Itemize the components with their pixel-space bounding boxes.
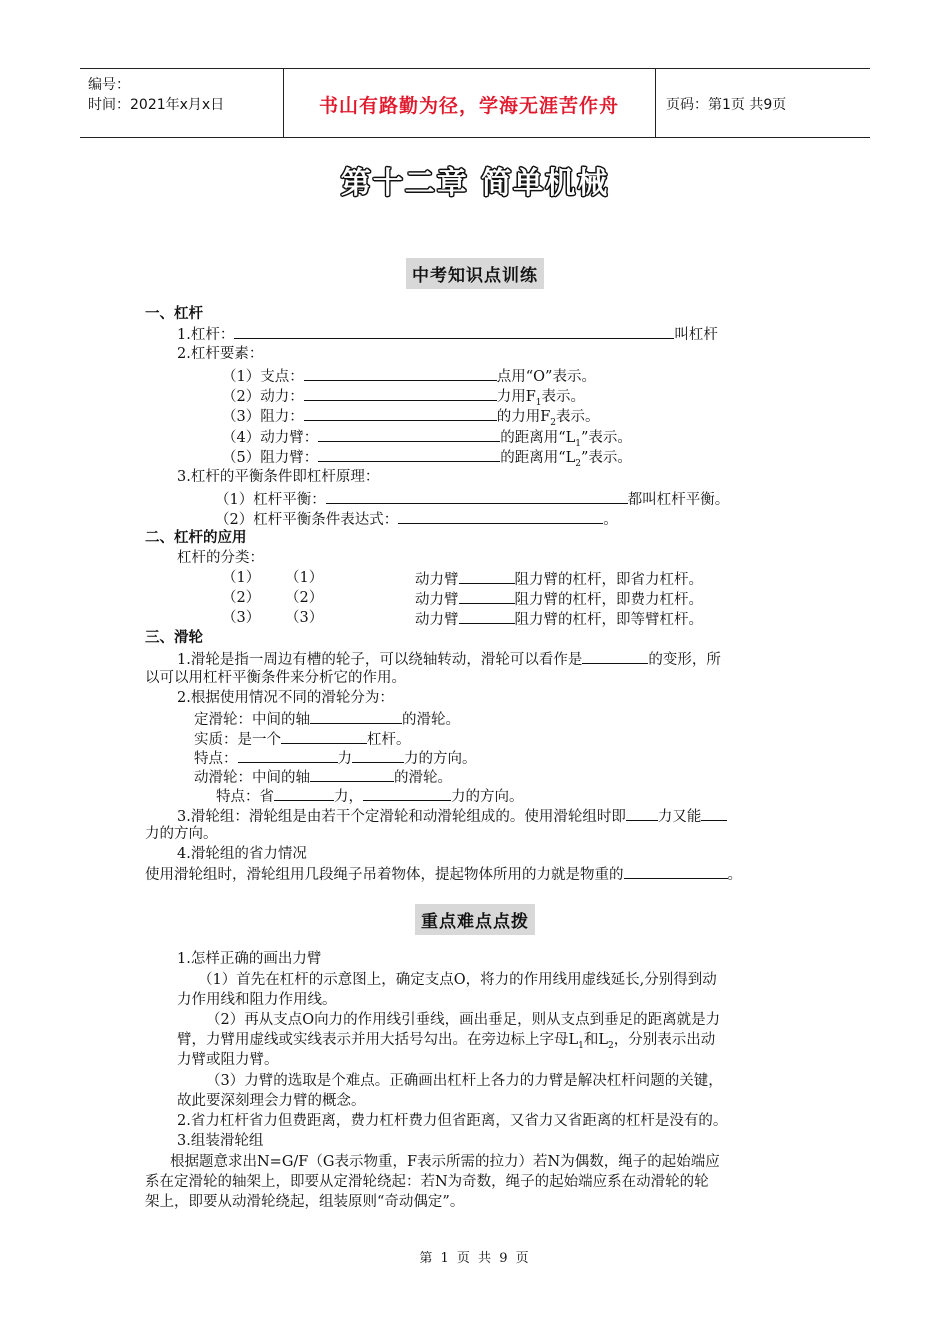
answer-blank[interactable] xyxy=(304,405,497,421)
answer-blank[interactable] xyxy=(352,747,404,763)
header-meta xyxy=(88,75,224,115)
answer-blank[interactable] xyxy=(326,488,628,504)
answer-blank[interactable] xyxy=(281,728,367,744)
lever-balance-def: （1）杠杆平衡： 都叫杠杆平衡。 xyxy=(215,488,729,510)
pulley-force: 4.滑轮组的省力情况 xyxy=(177,846,307,862)
header-divider xyxy=(655,69,656,137)
lever-load-arm: （5）阻力臂： 的距离用“$L_2$”表示。 xyxy=(222,446,632,474)
chapter-title: 第十二章 简单机械 xyxy=(340,166,610,201)
tip-1b: （2）再从支点O向力的作用线引垂线，画出垂足，则从支点到垂足的距离就是力 xyxy=(206,1012,721,1028)
pulley-p1-cont: 以可以用杠杆平衡条件来分析它的作用。 xyxy=(145,670,406,686)
heading-pulley: 三、滑轮 xyxy=(145,630,203,646)
heading-lever: 一、杠杆 xyxy=(145,306,203,322)
tip-1b-cont: 臂，力臂用虚线或实线表示并用大括号勾出。在旁边标上字母$L_1$和$L_2$，分别表示出动 xyxy=(177,1032,716,1051)
lever-load: （3）阻力： 的力用$F_2$表示。 xyxy=(222,405,600,433)
movable-pulley: 动滑轮：中间的轴 的滑轮。 xyxy=(194,766,452,788)
heading-application: 二、杠杆的应用 xyxy=(145,530,247,546)
page-footer: 第 1 页 共 9 页 xyxy=(419,1251,531,1266)
answer-blank[interactable] xyxy=(238,747,338,763)
tip-1a-cont: 力作用线和阻力作用线。 xyxy=(177,992,337,1008)
tip-2: 2.省力杠杆省力但费距离，费力杠杆费力但省距离，又省力又省距离的杠杆是没有的。 xyxy=(177,1113,728,1129)
answer-blank[interactable] xyxy=(310,708,402,724)
answer-blank[interactable] xyxy=(310,766,394,782)
lever-classification: 杠杆的分类： xyxy=(177,550,264,566)
tip-1: 1.怎样正确的画出力臂 xyxy=(177,951,322,967)
header-motto: 书山有路勤为径，学海无涯苦作舟 xyxy=(318,95,619,117)
answer-blank[interactable] xyxy=(363,785,451,801)
section-title-key-points: 重点难点点拨 xyxy=(0,904,950,935)
lever-effort: （2）动力： 力用$F_1$表示。 xyxy=(222,385,585,413)
time-label: 时间：2021年x月x日 xyxy=(88,97,225,113)
answer-blank[interactable] xyxy=(234,323,674,339)
page-header xyxy=(80,68,870,138)
section-title-training: 中考知识点训练 xyxy=(0,258,950,289)
header-page: 页码：第1页 共9页 xyxy=(666,97,787,113)
tip-3-text: 架上，即要从动滑轮绕起，组装原则“奇动偶定”。 xyxy=(145,1194,465,1210)
number-label: 编号： xyxy=(88,77,130,93)
tip-3-text: 根据题意求出N=G/F（G表示物重，F表示所需的拉力）若N为偶数，绳子的起始端应 xyxy=(170,1154,720,1170)
answer-blank[interactable] xyxy=(701,805,727,821)
tip-1c: （3）力臂的选取是个难点。正确画出杠杆上各力的力臂是解决杠杆问题的关键， xyxy=(206,1073,723,1089)
lever-effort-arm: （4）动力臂： 的距离用“$L_1$”表示。 xyxy=(222,426,632,454)
tip-1c-cont: 故此要深刻理会力臂的概念。 xyxy=(177,1093,366,1109)
lever-balance: 3.杠杆的平衡条件即杠杆原理： xyxy=(177,469,380,485)
pulley-block-cont: 力的方向。 xyxy=(145,826,218,842)
pulley-force-text: 使用滑轮组时，滑轮组用几段绳子吊着物体，提起物体所用的力就是物重的 。 xyxy=(145,863,742,885)
tip-1a: （1）首先在杠杆的示意图上，确定支点O，将力的作用线用虚线延长,分别得到动 xyxy=(198,972,717,988)
answer-blank[interactable] xyxy=(624,863,728,879)
lever-elements: 2.杠杆要素： xyxy=(177,346,264,362)
pulley-block: 3.滑轮组：滑轮组是由若干个定滑轮和动滑轮组成的。使用滑轮组时即 力又能 xyxy=(177,805,727,827)
movable-pulley-feature: 特点：省 力， 力的方向。 xyxy=(216,785,524,807)
fixed-pulley-feature: 特点： 力 力的方向。 xyxy=(194,747,477,769)
answer-blank[interactable] xyxy=(274,785,334,801)
lever-balance-formula: （2）杠杆平衡条件表达式： 。 xyxy=(215,508,618,530)
tip-3-text: 系在定滑轮的轴架上，即要从定滑轮绕起：若N为奇数，绳子的起始端应系在动滑轮的轮 xyxy=(145,1174,709,1190)
pulley-p1: 1.滑轮是指一周边有槽的轮子，可以绕轴转动，滑轮可以看作是 的变形，所 xyxy=(177,648,721,670)
pulley-p2: 2.根据使用情况不同的滑轮分为： xyxy=(177,690,394,706)
lever-def: 1.杠杆： 叫杠杆 xyxy=(177,323,718,345)
answer-blank[interactable] xyxy=(459,608,515,624)
answer-blank[interactable] xyxy=(304,385,497,401)
answer-blank[interactable] xyxy=(318,446,500,462)
answer-blank[interactable] xyxy=(626,805,658,821)
answer-blank[interactable] xyxy=(304,365,497,381)
answer-blank[interactable] xyxy=(459,568,515,584)
fixed-pulley: 定滑轮：中间的轴 的滑轮。 xyxy=(194,708,460,730)
tip-3: 3.组装滑轮组 xyxy=(177,1133,264,1149)
answer-blank[interactable] xyxy=(318,426,500,442)
answer-blank[interactable] xyxy=(459,588,515,604)
answer-blank[interactable] xyxy=(398,508,603,524)
lever-fulcrum: （1）支点： 点用“O”表示。 xyxy=(222,365,596,387)
fixed-pulley-nature: 实质：是一个 杠杆。 xyxy=(194,728,411,750)
answer-blank[interactable] xyxy=(582,648,648,664)
tip-1b-cont2: 力臂或阻力臂。 xyxy=(177,1052,279,1068)
